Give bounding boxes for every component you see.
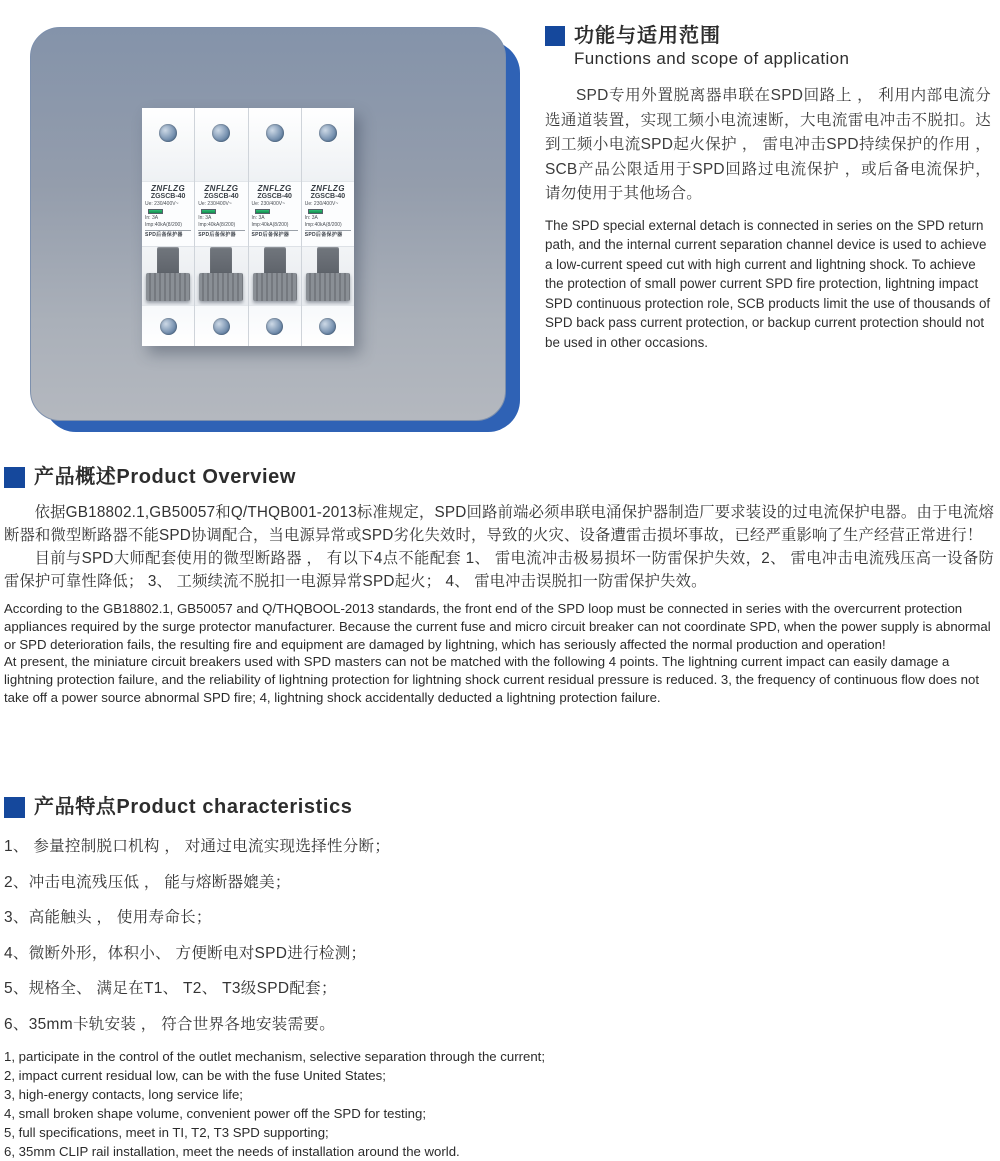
- breaker-type-label: SPD后备保护器: [251, 232, 290, 238]
- breaker-label: [249, 182, 301, 247]
- breaker-rated-voltage: Ue: 230/400V~: [145, 201, 179, 207]
- circuit-breaker: [248, 108, 301, 346]
- section-characteristics: [4, 795, 994, 1161]
- handle-stem: [157, 247, 179, 273]
- overview-paragraph-en-2: At present, the miniature circuit breakers used with SPD masters can not be matched with the following 4 points. The lightning current impact can easily damage a lightning protection failure, and the reliability of lightning protection for lightning shock current residual pressure is reduced. 3, the frequency of continuous flow does not take off a power source abnormal SPD fire; 4, lightning shock accidentally deducted a lightning protection failure.: [4, 654, 979, 705]
- breaker-rated-current: In: 3A: [251, 215, 265, 221]
- breaker-bottom-terminal: [302, 305, 354, 346]
- list-item: 2、冲击电流残压低 ， 能与熔断器媲美；: [4, 873, 291, 891]
- overview-title: 产品概述Product Overview: [34, 466, 297, 488]
- handle-stem: [317, 247, 339, 273]
- breaker-bottom-terminal: [249, 305, 301, 346]
- list-item: 4, small broken shape volume, convenient power off the SPD for testing;: [4, 1106, 426, 1121]
- breaker-brand: ZNFLZG: [257, 184, 292, 193]
- list-item: 6、35mm卡轨安装 ， 符合世界各地安装需要。: [4, 1015, 335, 1033]
- functions-title: [574, 25, 849, 69]
- breaker-top-terminal: [302, 108, 354, 182]
- bullet-square-icon: [545, 26, 565, 46]
- breaker-top-terminal: [249, 108, 301, 182]
- list-item: 5、规格全、 满足在T1、 T2、 T3级SPD配套；: [4, 980, 337, 997]
- list-item: 4、微断外形，体积小、 方便断电对SPD进行检测；: [4, 944, 367, 962]
- functions-title-en: Functions and scope of application: [574, 49, 850, 68]
- circuit-breaker: [301, 108, 354, 346]
- indicator-led-icon: [255, 209, 270, 214]
- indicator-led-icon: [148, 209, 163, 214]
- overview-paragraph-en-1: According to the GB18802.1, GB50057 and Q/THQBOOL-2013 standards, the front end of the SPD loop must be connected in series with the overcurrent protection appliances required by the surge protector manufacturer. Because the current fuse and micro circuit breaker can not coordinate SPD, when the power supply is abnormal or SPD deterioration fails, the resulting fire and equipment are damaged by lightning, which has seriously affected the normal production and operation!: [4, 601, 991, 652]
- breaker-type-label: SPD后备保护器: [145, 232, 183, 238]
- list-item: 3, high-energy contacts, long service life;: [4, 1087, 243, 1102]
- breaker-brand: ZNFLZG: [204, 184, 239, 193]
- breaker-brand: ZNFLZG: [151, 184, 186, 193]
- overview-header: [4, 465, 994, 489]
- circuit-breaker-assembly: [142, 108, 354, 346]
- characteristics-header: [4, 795, 994, 819]
- circuit-breaker: [142, 108, 194, 346]
- breaker-type-label: SPD后备保护器: [304, 232, 343, 238]
- toggle-handle: [302, 247, 354, 305]
- screw-icon: [319, 124, 337, 142]
- functions-title-zh: 功能与适用范围: [574, 25, 721, 47]
- breaker-impulse-rating: Imp:40kA(8/200): [305, 222, 351, 231]
- bullet-square-icon: [4, 467, 25, 488]
- breaker-top-terminal: [142, 108, 194, 182]
- bullet-square-icon: [4, 797, 25, 818]
- breaker-impulse-rating: Imp:40kA(8/200): [198, 222, 244, 231]
- breaker-bottom-terminal: [195, 305, 247, 346]
- breaker-model: ZGSCB-40: [257, 193, 292, 200]
- breaker-rated-voltage: Ue: 230/400V~: [304, 201, 339, 207]
- screw-icon: [213, 318, 230, 335]
- functions-paragraph-zh: SPD专用外置脱离器串联在SPD回路上 ， 利用内部电流分选通道装置，实现工频小电流速断，大电流雷电冲击不脱扣。达到工频小电流SPD起火保护 ， 雷电冲击SPD持续保护的作用 ， SCB产品公限适用于SPD回路过电流保护 ，或后备电流保护，请勿使用于其他场合。: [545, 87, 991, 202]
- characteristics-title: 产品特点Product characteristics: [34, 796, 353, 818]
- overview-paragraph-zh-2: 目前与SPD大师配套使用的微型断路器 ， 有以下4点不能配套 1、 雷电流冲击极易损坏一防雷保护失效，2、 雷电冲击电流残压高一设备防雷保护可靠性降低； 3、 工频续流不脱扣一电源异常SPD起火； 4、 雷电冲击误脱扣一防雷保护失效。: [4, 550, 994, 590]
- breaker-top-terminal: [195, 108, 247, 182]
- functions-header: [545, 25, 991, 69]
- toggle-handle: [249, 247, 301, 305]
- breaker-impulse-rating: Imp:40kA(8/200): [252, 222, 298, 231]
- screw-icon: [266, 124, 284, 142]
- list-item: 3、高能触头 ， 使用寿命长；: [4, 909, 212, 926]
- screw-icon: [266, 318, 283, 335]
- breaker-rated-voltage: Ue: 230/400V~: [198, 201, 232, 207]
- list-item: 6, 35mm CLIP rail installation, meet the needs of installation around the world.: [4, 1144, 460, 1159]
- breaker-rated-current: In: 3A: [145, 215, 159, 221]
- breaker-type-label: SPD后备保护器: [198, 232, 236, 238]
- handle-grip: [199, 273, 243, 301]
- handle-grip: [253, 273, 297, 301]
- product-photo-panel: [30, 27, 506, 421]
- screw-icon: [319, 318, 336, 335]
- characteristics-list-zh: [4, 834, 994, 1034]
- breaker-label: [195, 182, 247, 247]
- circuit-breaker: [194, 108, 247, 346]
- screw-icon: [160, 318, 177, 335]
- list-item: 1, participate in the control of the outlet mechanism, selective separation through the current;: [4, 1049, 545, 1064]
- indicator-led-icon: [308, 209, 323, 214]
- breaker-rated-current: In: 3A: [304, 215, 318, 221]
- handle-stem: [210, 247, 232, 273]
- toggle-handle: [195, 247, 247, 305]
- handle-grip: [306, 273, 350, 301]
- list-item: 5, full specifications, meet in TI, T2, T3 SPD supporting;: [4, 1125, 329, 1140]
- functions-paragraph-en: The SPD special external detach is connected in series on the SPD return path, and the internal current separation channel device is used to achieve a low-current speed cut with high current and lightning shock. To achieve the protection of small power current SPD fire protection, lightning impact SPD continuous protection role, SCB products limit the use of thousands of SPD back pass current protection, or backup current protection should not be used in other occasions.: [545, 217, 991, 351]
- handle-stem: [264, 247, 286, 273]
- breaker-rated-current: In: 3A: [198, 215, 212, 221]
- overview-paragraph-zh-1: 依据GB18802.1,GB50057和Q/THQB001-2013标准规定，SPD回路前端必须串联电涌保护器制造厂要求装设的过电流保护电器。由于电流熔断器和微型断路器不能SPD协调配合，当电源异常或SPD劣化失效时，导致的火灾、设备遭雷击损坏事故，已经严重影响了生产经营正常进行！: [4, 504, 994, 544]
- section-overview: [4, 465, 994, 707]
- list-item: 2, impact current residual low, can be with the fuse United States;: [4, 1068, 386, 1083]
- toggle-handle: [142, 247, 194, 305]
- handle-grip: [146, 273, 190, 301]
- breaker-model: ZGSCB-40: [150, 193, 186, 200]
- breaker-bottom-terminal: [142, 305, 194, 346]
- characteristics-list-en: [4, 1047, 994, 1161]
- breaker-rated-voltage: Ue: 230/400V~: [251, 201, 285, 207]
- indicator-led-icon: [201, 209, 216, 214]
- breaker-label: [142, 182, 194, 247]
- breaker-label: [302, 182, 354, 247]
- breaker-model: ZGSCB-40: [204, 193, 239, 200]
- breaker-impulse-rating: Imp:40kA(8/200): [145, 222, 191, 231]
- screw-icon: [159, 124, 177, 142]
- breaker-brand: ZNFLZG: [310, 184, 345, 193]
- screw-icon: [212, 124, 230, 142]
- breaker-model: ZGSCB-40: [310, 193, 346, 200]
- section-functions: [545, 25, 991, 353]
- list-item: 1、 参量控制脱口机构 ， 对通过电流实现选择性分断；: [4, 838, 391, 855]
